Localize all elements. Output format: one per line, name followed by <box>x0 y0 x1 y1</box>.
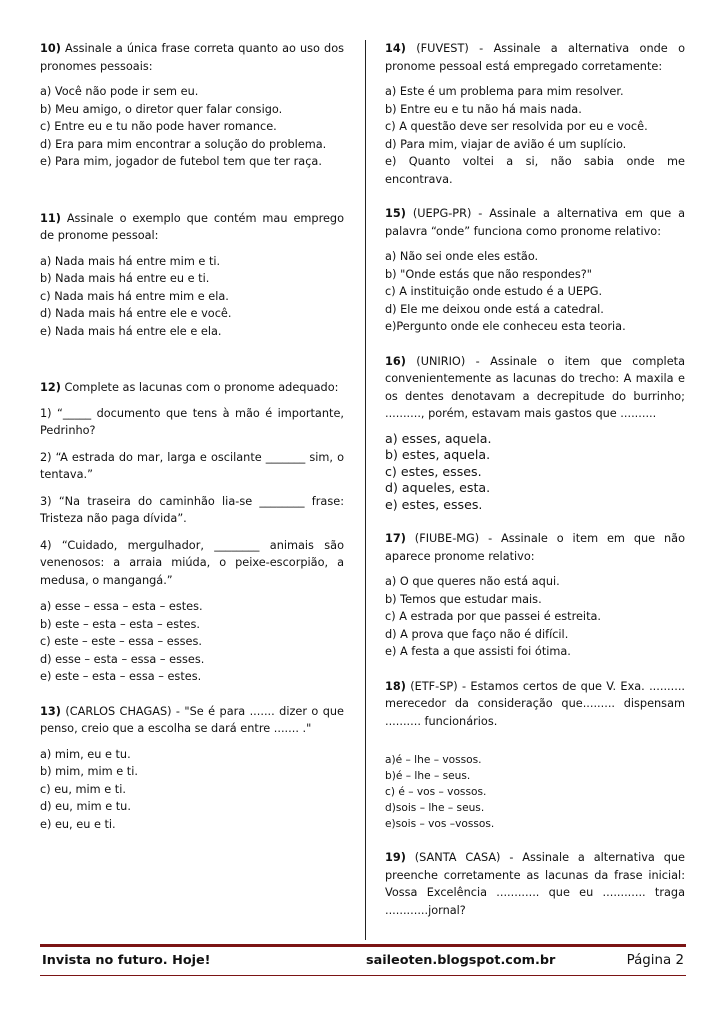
question-number: 13) <box>40 704 61 718</box>
option-a: a) esse – essa – esta – estes. <box>40 600 203 613</box>
option-e: e) Para mim, jogador de futebol tem que ter raça. <box>40 155 322 168</box>
question-12 <box>40 379 344 686</box>
column-divider <box>365 40 366 940</box>
options-list <box>385 83 685 188</box>
option-d: d) Era para mim encontrar a solução do problema. <box>40 137 327 151</box>
footer-website: saileoten.blogspot.com.br <box>366 953 556 968</box>
sentence-1: 1) “_____ documento que tens à mão é importante, Pedrinho? <box>40 406 344 437</box>
question-text: Complete as lacunas com o pronome adequado: <box>64 381 339 394</box>
options-list <box>385 573 685 661</box>
question-text: (FUVEST) - Assinale a alternativa onde o pronome pessoal está empregado corretamente: <box>385 42 686 73</box>
option-a: a) Você não pode ir sem eu. <box>40 85 199 98</box>
question-text: (CARLOS CHAGAS) - "Se é para ....... dizer o que penso, creio que a escolha se dará entre ....... ." <box>40 704 344 735</box>
option-e: e) eu, eu e ti. <box>40 817 116 831</box>
question-19 <box>385 849 685 919</box>
options-list <box>385 752 685 832</box>
question-number: 19) <box>385 851 406 864</box>
left-column <box>40 40 344 850</box>
question-17 <box>385 530 685 661</box>
option-d: d) esse – esta – essa – esses. <box>40 652 205 666</box>
question-number: 18) <box>385 679 406 693</box>
option-c: c) Entre eu e tu não pode haver romance. <box>40 120 277 133</box>
question-number: 17) <box>385 532 406 545</box>
question-text: (FIUBE-MG) - Assinale o item em que não aparece pronome relativo: <box>385 532 685 563</box>
option-d: d)sois – lhe – seus. <box>385 802 485 814</box>
option-e: e) A festa a que assisti foi ótima. <box>385 645 571 658</box>
sentence-2: 2) “A estrada do mar, larga e oscilante _______ sim, o tentava.” <box>40 450 344 481</box>
question-14 <box>385 40 685 188</box>
question-text: (ETF-SP) - Estamos certos de que V. Exa. .......... merecedor da consideração que......... dispensam .......... funcionários. <box>385 679 686 728</box>
option-b: b) Temos que estudar mais. <box>385 592 542 606</box>
right-column <box>385 40 685 936</box>
option-d: d) aqueles, esta. <box>385 480 491 495</box>
question-text: Assinale a única frase correta quanto ao uso dos pronomes pessoais: <box>40 42 345 73</box>
option-e: e) este – esta – essa – estes. <box>40 670 202 683</box>
option-b: b) Nada mais há entre eu e ti. <box>40 272 210 285</box>
option-b: b) este – esta – esta – estes. <box>40 617 200 631</box>
option-b: b) Entre eu e tu não há mais nada. <box>385 102 582 116</box>
footer-slogan: Invista no futuro. Hoje! <box>42 953 211 968</box>
option-d: d) A prova que faço não é difícil. <box>385 627 569 641</box>
question-number: 15) <box>385 207 406 220</box>
options-list <box>40 83 344 171</box>
option-a: a) esses, aquela. <box>385 430 492 446</box>
option-c: c) estes, esses. <box>385 463 482 479</box>
option-b: b) estes, aquela. <box>385 447 491 462</box>
question-16 <box>385 353 685 514</box>
options-list <box>40 253 344 341</box>
question-18 <box>385 678 685 833</box>
question-number: 11) <box>40 211 61 225</box>
option-a: a) O que queres não está aqui. <box>385 575 560 588</box>
question-number: 10) <box>40 42 61 55</box>
question-text: (UEPG-PR) - Assinale a alternativa em que a palavra “onde” funciona como pronome relativo: <box>385 207 685 238</box>
option-c: c) A estrada por que passei é estreita. <box>385 610 602 623</box>
option-d: d) eu, mim e tu. <box>40 800 131 813</box>
option-d: d) Ele me deixou onde está a catedral. <box>385 302 604 316</box>
question-10 <box>40 40 344 171</box>
page-footer <box>40 944 686 976</box>
options-list <box>40 746 344 834</box>
options-list <box>385 248 685 336</box>
question-11 <box>40 210 344 341</box>
question-text: Assinale o exemplo que contém mau emprego de pronome pessoal: <box>40 211 344 242</box>
question-text: (SANTA CASA) - Assinale a alternativa que preenche corretamente as lacunas da frase inicial: Vossa Excelência ............ que eu ............ traga ............jornal? <box>385 851 685 917</box>
sentence-3: 3) “Na traseira do caminhão lia-se ________ frase: Tristeza não paga dívida”. <box>40 494 344 525</box>
question-13 <box>40 703 344 834</box>
option-b: b) mim, mim e ti. <box>40 765 138 778</box>
option-a: a) Este é um problema para mim resolver. <box>385 85 624 98</box>
options-list <box>40 598 344 686</box>
option-b: b) Meu amigo, o diretor quer falar consigo. <box>40 102 283 116</box>
option-a: a) Nada mais há entre mim e ti. <box>40 254 221 268</box>
option-e: e) estes, esses. <box>385 496 483 512</box>
question-text: (UNIRIO) - Assinale o item que completa convenientemente as lacunas do trecho: A maxila e os dentes denotavam a decrepitude do burrinho; .........., porém, estavam mais gastos que .......... <box>385 354 685 420</box>
option-b: b) "Onde estás que não respondes?" <box>385 267 592 281</box>
option-e: e) Nada mais há entre ele e ela. <box>40 324 222 338</box>
question-15 <box>385 205 685 336</box>
question-number: 16) <box>385 354 406 368</box>
options-list <box>385 431 685 514</box>
option-c: c) eu, mim e ti. <box>40 782 126 796</box>
page-number: Página 2 <box>626 953 684 968</box>
option-c: c) é – vos – vossos. <box>385 786 487 798</box>
option-c: c) A instituição onde estudo é a UEPG. <box>385 285 603 298</box>
option-e: e)sois – vos –vossos. <box>385 818 495 830</box>
option-b: b)é – lhe – seus. <box>385 770 471 782</box>
option-d: d) Para mim, viajar de avião é um suplício. <box>385 137 627 151</box>
option-a: a)é – lhe – vossos. <box>385 754 482 766</box>
option-c: c) este – este – essa – esses. <box>40 635 202 648</box>
sentence-4: 4) “Cuidado, mergulhador, ________ animais são venenosos: a arraia miúda, o peixe-escorpião, a medusa, o mangangá.” <box>40 538 344 587</box>
option-a: a) Não sei onde eles estão. <box>385 250 539 263</box>
option-e: e) Quanto voltei a si, não sabia onde me encontrava. <box>385 155 685 186</box>
option-a: a) mim, eu e tu. <box>40 747 131 761</box>
question-number: 14) <box>385 42 406 55</box>
option-c: c) A questão deve ser resolvida por eu e você. <box>385 120 648 133</box>
option-d: d) Nada mais há entre ele e você. <box>40 307 232 320</box>
question-number: 12) <box>40 381 61 394</box>
option-c: c) Nada mais há entre mim e ela. <box>40 289 229 303</box>
option-e: e)Pergunto onde ele conheceu esta teoria. <box>385 320 626 333</box>
